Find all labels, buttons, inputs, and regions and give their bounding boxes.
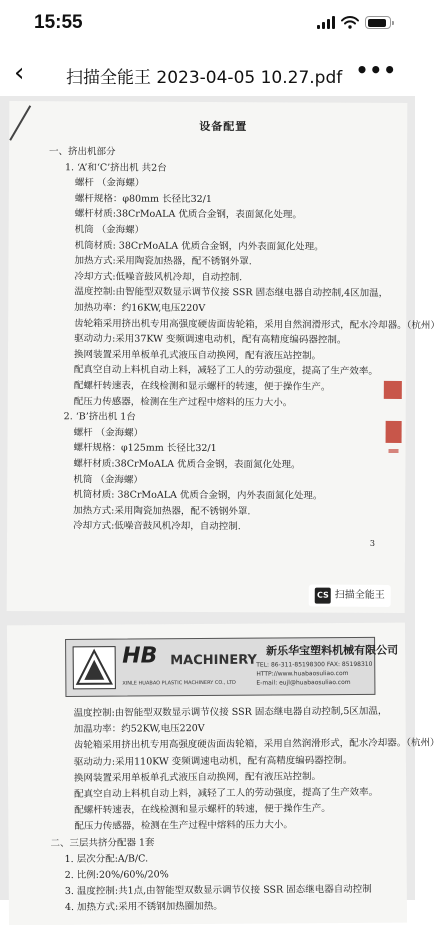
brand-word: MACHINERY — [170, 652, 257, 669]
page-number: 3 — [369, 539, 376, 549]
doc-line: 配压力传感器，检测在生产过程中熔料的压力大小。 — [74, 819, 293, 833]
document-title: 扫描全能王 2023-04-05 10.27.pdf — [66, 68, 343, 88]
pdf-page-2 — [7, 623, 440, 925]
http: HTTP://www.huabaosuliao.com — [256, 670, 349, 678]
doc-line: 配螺杆转速表，在线检测和显示螺杆的转速，便于操作生产。 — [73, 380, 331, 393]
company-letterhead — [65, 637, 399, 697]
doc-line: 配螺杆转速表，在线检测和显示螺杆的转速，便于操作生产。 — [74, 803, 331, 817]
status-icons — [317, 16, 391, 29]
status-time: 15:55 — [34, 12, 83, 33]
doc-line: 加热方式:采用陶瓷加热器，配不锈钢外罩. — [73, 505, 251, 518]
doc-line: 2. 比例:20%/60%/20% — [64, 869, 169, 881]
more-icon: ••• — [355, 58, 397, 82]
doc-line: 配真空自动上料机自动上料，减轻了工人的劳动强度，提高了生产效率。 — [73, 364, 378, 378]
contact-info — [256, 660, 372, 688]
doc-line: 螺杆 （金海螺） — [74, 177, 145, 189]
doc-line: 螺杆规格：φ80mm 长径比32/1 — [74, 193, 212, 205]
scanner-watermark — [309, 585, 391, 607]
pdf-viewer[interactable] — [0, 96, 440, 914]
doc-line: 1. 层次分配:A/B/C. — [64, 853, 149, 865]
doc-line: 机筒材质: 38CrMoALA 优质合金钢，内外表面氮化处理。 — [74, 239, 324, 253]
red-stamp-icon — [381, 373, 405, 463]
company-name-en: XINLE HUABAO PLASTIC MACHINERY CO., LTD — [122, 679, 236, 687]
doc-line: 加温功率：约52KW,电压220V — [73, 723, 205, 736]
fax: FAX: 85198310 — [326, 660, 373, 669]
doc-line: 1. ‘A’和‘C’挤出机 共2台 — [64, 161, 167, 174]
doc-line: 冷却方式:低噪音鼓风机冷却，自动控制. — [73, 520, 241, 533]
doc-line: 换网装置采用单板单孔式液压自动换网，配有液压站控制。 — [73, 349, 322, 362]
doc-line: 配真空自动上料机自动上料，减轻了工人的劳动强度，提高了生产效率。 — [74, 786, 379, 800]
fold-mark — [9, 105, 31, 141]
doc-line: 齿轮箱采用挤出机专用高强度硬齿面齿轮箱，采用自然润滑形式，配水冷却器。（杭州） — [74, 317, 440, 331]
doc-line: 驱动动力:采用37KW 变频调速电动机，配有高精度编码器控制。 — [74, 333, 347, 346]
nav-bar — [0, 50, 415, 96]
wifi-icon — [341, 16, 359, 29]
company-name-cn: 新乐华宝塑料机械有限公司 — [266, 643, 399, 658]
status-bar — [0, 0, 415, 48]
doc-line: 换网装置采用单板单孔式液压自动换网，配有液压站控制。 — [73, 771, 322, 784]
email: E-mail: eujl@huabaosuliao.com — [256, 678, 351, 687]
watermark-label: 扫描全能王 — [334, 590, 385, 602]
battery-level — [368, 19, 387, 27]
more-button[interactable] — [356, 58, 397, 82]
doc-line: 2. ‘B’挤出机 1台 — [63, 411, 136, 423]
doc-line: 4. 加热方式:采用不锈钢加热圈加热。 — [64, 901, 223, 914]
doc-line: 温度控制:由智能型双数显示调节仪接 SSR 固态继电器自动控制,4区加温， — [74, 286, 389, 300]
doc-line: 3. 温度控制:共1点,由智能型双数显示调节仪接 SSR 固态继电器自动控制 — [64, 884, 372, 898]
tel: TEL: 86-311-85198300 — [256, 661, 325, 669]
pdf-page-1 — [7, 101, 440, 613]
doc-line: 螺杆 （金海螺） — [73, 427, 144, 439]
doc-line: 温度控制:由智能型双数显示调节仪接 SSR 固态继电器自动控制,5区加温， — [73, 705, 388, 719]
back-button[interactable] — [14, 56, 44, 90]
brand-mark: HB — [122, 643, 158, 669]
doc-line: 螺杆材质:38CrMoALA 优质合金钢，表面氮化处理。 — [73, 458, 301, 471]
doc-line: 加热功率：约16KW,电压220V — [74, 302, 206, 314]
doc-title: 设备配置 — [199, 119, 248, 134]
company-logo-icon — [72, 646, 116, 690]
doc-line: 二、三层共挤分配器 1套 — [50, 836, 155, 849]
doc-line: 机筒 （金海螺） — [73, 473, 143, 486]
battery-icon — [365, 16, 391, 29]
doc-line: 齿轮箱采用挤出机专用高强度硬齿面齿轮箱，采用自然润滑形式，配水冷却器。（杭州） — [73, 737, 440, 752]
doc-line: 机筒 （金海螺） — [74, 224, 145, 236]
doc-line: 驱动动力:采用110KW 变频调速电动机，配有高精度编码器控制。 — [73, 754, 353, 768]
doc-line: 螺杆规格：φ125mm 长径比32/1 — [73, 442, 217, 455]
doc-line: 螺杆材质:38CrMoALA 优质合金钢，表面氮化处理。 — [74, 208, 302, 221]
doc-line: 配压力传感器，检测在生产过程中熔料的压力大小。 — [73, 395, 293, 409]
doc-line: 加热方式:采用陶瓷加热器，配不锈钢外罩. — [74, 255, 252, 268]
doc-line: 机筒材质: 38CrMoALA 优质合金钢，内外表面氮化处理。 — [73, 489, 323, 502]
doc-line: 一、挤出机部分 — [49, 146, 116, 158]
signal-icon — [317, 16, 335, 29]
camscanner-logo-icon: CS — [315, 588, 331, 604]
doc-line: 冷却方式:低噪音鼓风机冷却，自动控制. — [74, 271, 243, 283]
chevron-left-icon: ‹ — [14, 58, 25, 88]
